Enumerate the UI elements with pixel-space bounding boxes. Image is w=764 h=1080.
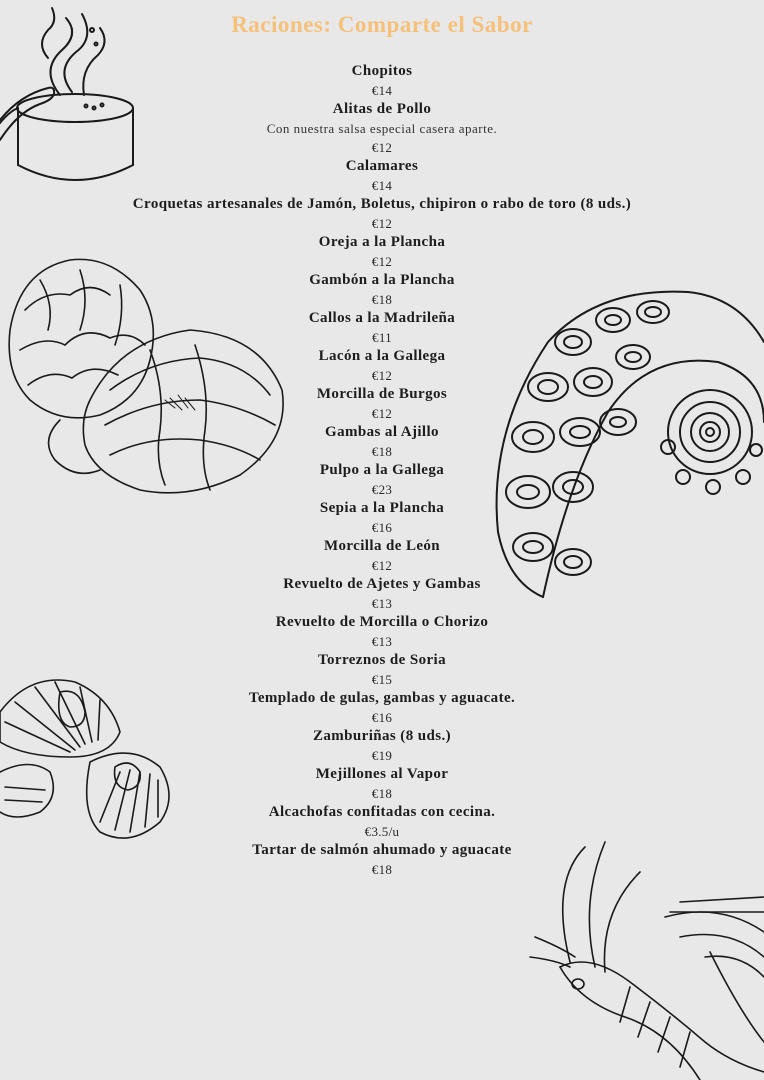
menu-item — [0, 537, 764, 575]
menu-item — [0, 461, 764, 499]
menu-item-name: Sepia a la Plancha — [319, 500, 445, 516]
menu-item-name: Mejillones al Vapor — [315, 766, 449, 782]
menu-item-price: €19 — [371, 748, 393, 763]
menu-item-price: €18 — [371, 786, 393, 801]
menu-item — [0, 100, 764, 157]
menu-item — [0, 423, 764, 461]
menu-item-name: Callos a la Madrileña — [308, 310, 456, 326]
menu-item — [0, 62, 764, 100]
menu-item-name: Revuelto de Ajetes y Gambas — [283, 576, 481, 592]
menu-item-name: Lacón a la Gallega — [318, 348, 446, 364]
menu-item — [0, 651, 764, 689]
menu-item-name: Alcachofas confitadas con cecina. — [268, 804, 496, 820]
menu-item-name: Zamburiñas (8 uds.) — [312, 728, 452, 744]
menu-item — [0, 233, 764, 271]
menu-item-name: Tartar de salmón ahumado y aguacate — [252, 842, 512, 858]
page-title: Raciones: Comparte el Sabor — [231, 12, 533, 37]
menu-item-price: €11 — [372, 330, 392, 345]
menu-item — [0, 575, 764, 613]
menu-item-description: Con nuestra salsa especial casera aparte. — [266, 121, 498, 136]
menu-item-name: Gambas al Ajillo — [325, 424, 439, 440]
menu-item-price: €16 — [371, 710, 393, 725]
menu-list — [0, 62, 764, 879]
menu-item-name: Morcilla de Burgos — [316, 386, 448, 402]
menu-item — [0, 157, 764, 195]
menu-item-price: €14 — [371, 83, 393, 98]
menu-item-name: Chopitos — [351, 63, 413, 79]
menu-item-name: Calamares — [345, 158, 419, 174]
menu-item — [0, 803, 764, 841]
menu-item — [0, 271, 764, 309]
menu-item-name: Torreznos de Soria — [317, 652, 447, 668]
menu-item-price: €18 — [371, 862, 393, 877]
menu-item — [0, 727, 764, 765]
menu-item — [0, 765, 764, 803]
menu-item — [0, 841, 764, 879]
menu-item-name: Alitas de Pollo — [332, 101, 432, 117]
menu-item — [0, 385, 764, 423]
menu-item-price: €12 — [371, 558, 393, 573]
menu-item — [0, 309, 764, 347]
menu-item — [0, 195, 764, 233]
menu-item-price: €14 — [371, 178, 393, 193]
menu-item-price: €3.5/u — [364, 824, 400, 839]
menu-item — [0, 689, 764, 727]
menu-item-name: Gambón a la Plancha — [309, 272, 455, 288]
menu-item-price: €12 — [371, 216, 393, 231]
menu-item-name: Morcilla de León — [323, 538, 441, 554]
menu-item-name: Templado de gulas, gambas y aguacate. — [248, 690, 516, 706]
menu-item-price: €12 — [371, 368, 393, 383]
menu-item-name: Revuelto de Morcilla o Chorizo — [275, 614, 489, 630]
menu-item-price: €13 — [371, 634, 393, 649]
menu-item — [0, 499, 764, 537]
menu-item-price: €18 — [371, 444, 393, 459]
menu-item-name: Croquetas artesanales de Jamón, Boletus, chipiron o rabo de toro (8 uds.) — [132, 196, 632, 212]
menu-item — [0, 347, 764, 385]
menu-item-price: €12 — [371, 140, 393, 155]
menu-item-price: €18 — [371, 292, 393, 307]
menu-item-name: Pulpo a la Gallega — [319, 462, 445, 478]
menu-item — [0, 613, 764, 651]
menu-item-price: €12 — [371, 406, 393, 421]
menu-item-price: €23 — [371, 482, 393, 497]
menu-item-name: Oreja a la Plancha — [318, 234, 446, 250]
menu-item-price: €16 — [371, 520, 393, 535]
menu-item-price: €12 — [371, 254, 393, 269]
menu-item-price: €13 — [371, 596, 393, 611]
menu-item-price: €15 — [371, 672, 393, 687]
